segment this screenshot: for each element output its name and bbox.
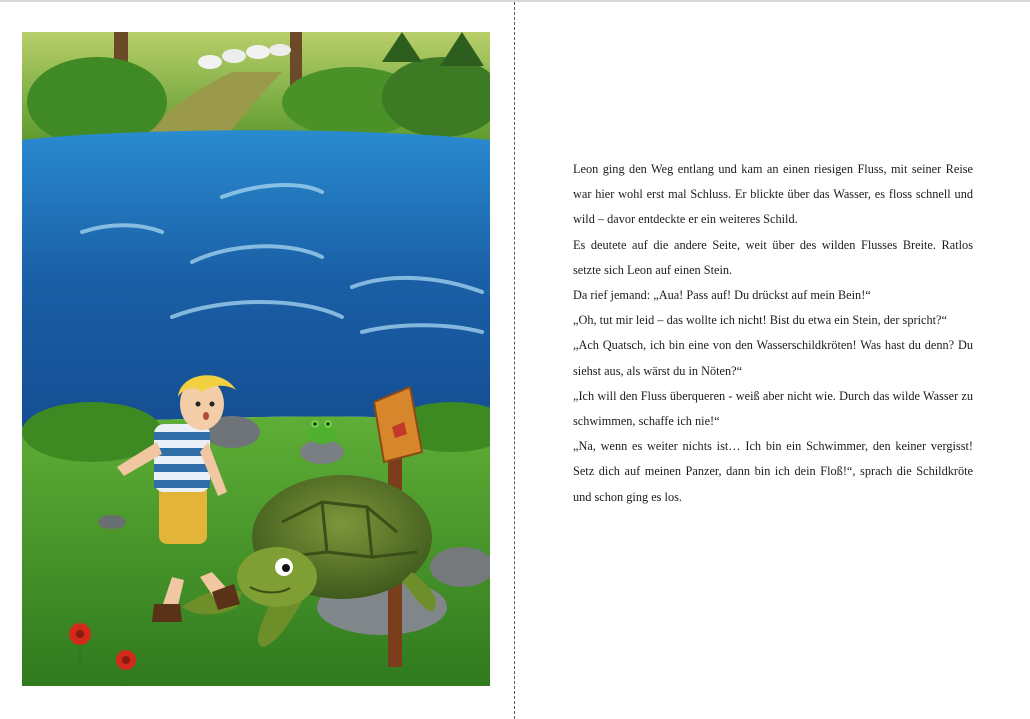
left-page (0, 2, 514, 719)
story-paragraph: „Ach Quatsch, ich bin eine von den Wasserschildkröten! Was hast du denn? Du siehst aus, als wärst du in Nöten?“ (573, 338, 973, 378)
page-fold-line (514, 2, 515, 719)
right-page (516, 2, 1030, 719)
illustration-river-turtle (22, 32, 490, 686)
illustration-svg (22, 32, 490, 686)
story-paragraph: „Oh, tut mir leid – das wollte ich nicht! Bist du etwa ein Stein, der spricht?“ (573, 313, 947, 328)
story-paragraph: Es deutete auf die andere Seite, weit über des wilden Flusses Breite. Ratlos setzte sich Leon auf einen Stein. (573, 237, 973, 277)
story-paragraph: „Ich will den Fluss überqueren - weiß aber nicht wie. Durch das wilde Wasser zu schwimmen, schaffe ich nie!“ (573, 388, 973, 429)
story-text (573, 157, 973, 510)
stone (98, 515, 126, 529)
story-paragraph: Leon ging den Weg entlang und kam an einen riesigen Fluss, mit seiner Reise war hier wohl erst mal Schluss. Er blickte über das Wasser, es floss schnell und wild – davor entdeckte er ein weiteres Schild. (573, 162, 973, 227)
story-paragraph: „Na, wenn es weiter nichts ist… Ich bin ein Schwimmer, den keiner vergisst! Setz dich auf meinen Panzer, dann bin ich dein Floß!“, sprach die Schildkröte und schon ging es los. (573, 439, 973, 504)
story-paragraph: Da rief jemand: „Aua! Pass auf! Du drückst auf mein Bein!“ (573, 288, 871, 303)
book-spread (0, 2, 1030, 719)
